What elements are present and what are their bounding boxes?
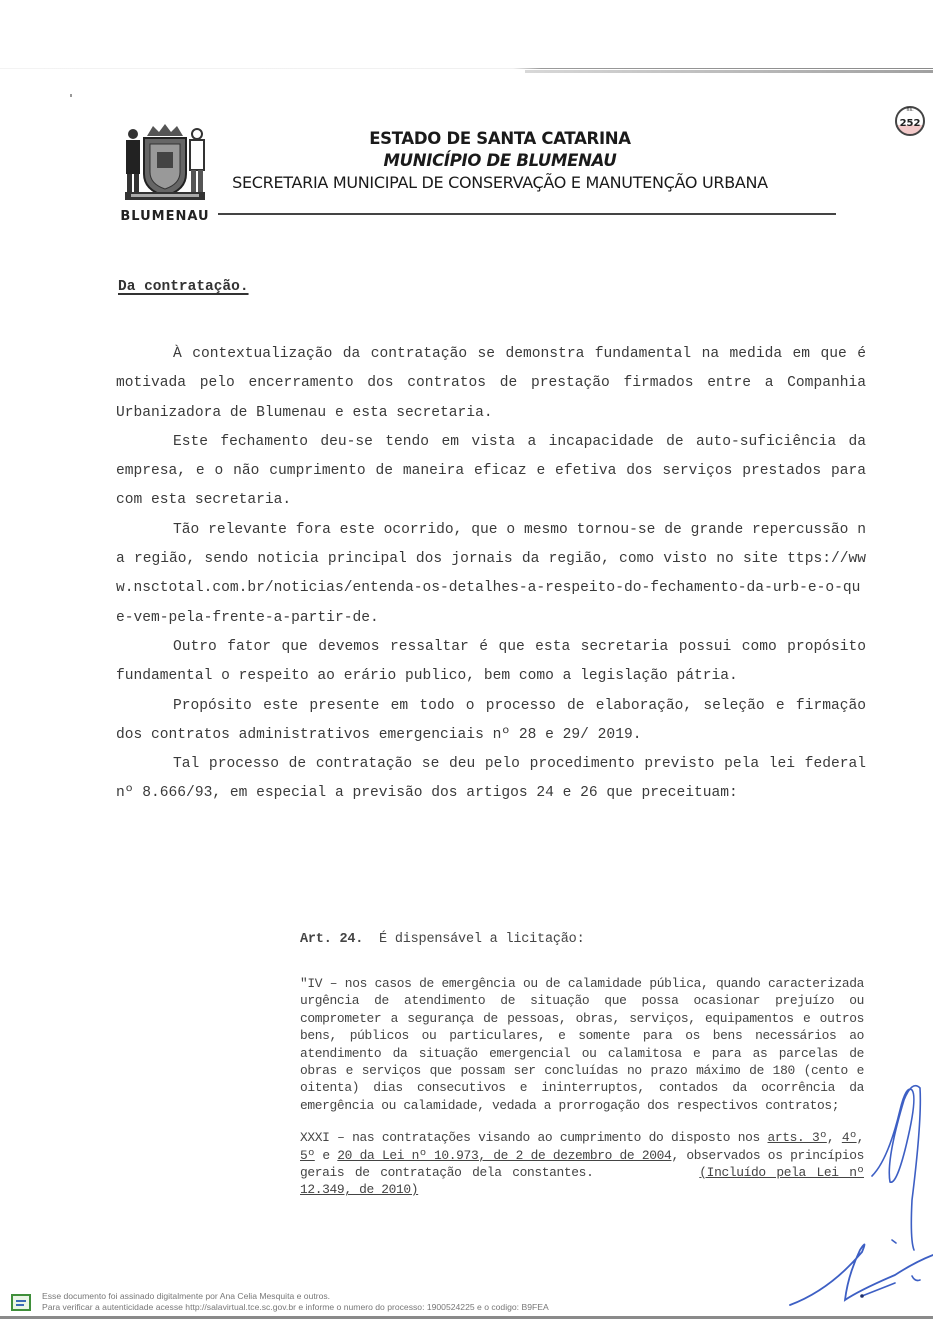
separator: , [826, 1130, 842, 1146]
letterhead [200, 128, 800, 194]
clause-xxxi-middle: , observados os princípios gerais de contratação dela constantes. [300, 1147, 872, 1181]
digital-signature-icon [11, 1294, 31, 1311]
section-title: Da contratação. [118, 279, 249, 295]
scan-speck [70, 94, 72, 97]
paragraph-closure: Este fechamento deu-se tendo em vista a incapacidade de auto-suficiência da empresa, e o não cumprimento de maneira eficaz e efetiva dos serviços prestados para com esta secretaria. [116, 433, 866, 509]
link-arts-3[interactable]: arts. 3º [767, 1130, 827, 1146]
link-art-5[interactable]: 5º [300, 1147, 315, 1163]
article-number: Art. 24. [300, 932, 364, 947]
coat-of-arms-label: BLUMENAU [120, 209, 210, 224]
footer-divider [0, 1316, 933, 1319]
article-heading [300, 932, 864, 947]
paragraph-emergency-contracts: Propósito este presente em todo o processo de elaboração, seleção e firmação dos contratos administrativos emergenciais nº 28 e 29/ 2019. [116, 697, 866, 743]
separator: , [856, 1130, 864, 1146]
clause-xxxi [300, 1129, 872, 1199]
letterhead-state: ESTADO DE SANTA CATARINA [369, 129, 631, 148]
body-text [116, 340, 866, 809]
link-art-4[interactable]: 4º [841, 1130, 857, 1146]
paragraph-contextualization: À contextualização da contratação se demonstra fundamental na medida em que é motivada pelo encerramento dos contratos de prestação firmados entre a Companhia Urbanizadora de Blumenau e esta secretaria. [116, 346, 866, 421]
digital-signature-notice [42, 1291, 549, 1312]
link-law-10973[interactable]: 20 da Lei nº 10.973, de 2 de dezembro de 2004 [337, 1147, 672, 1163]
clause-xxxi-prefix: XXXI – nas contratações visando ao cumprimento do disposto nos [300, 1130, 768, 1146]
coat-of-arms-logo [117, 122, 213, 227]
rubric-dash [862, 1283, 895, 1296]
law-quote-block [300, 932, 872, 1199]
paragraph-legal-basis: Tal processo de contratação se deu pelo procedimento previsto pela lei federal nº 8.666/93, em especial a previsão dos artigos 24 e 26 que preceituam: [116, 756, 866, 802]
article-text: É dispensável a licitação: [379, 932, 585, 947]
page-stamp-number: 252 [899, 118, 921, 129]
rubric-dot [892, 1240, 896, 1243]
page-number-stamp [895, 106, 925, 136]
page-stamp-label: fls. [906, 107, 914, 113]
rubric-mark-upper [872, 1086, 920, 1250]
letterhead-municipality: MUNICÍPIO DE BLUMENAU [383, 151, 617, 170]
link-included-by-law-12349[interactable]: (Incluído pela Lei nº 12.349, de 2010) [300, 1165, 864, 1198]
paragraph-public-treasury: Outro fator que devemos ressaltar é que esta secretaria possui como propósito fundamental o respeito ao erário publico, bem como a legislação pátria. [116, 638, 866, 685]
letterhead-department: SECRETARIA MUNICIPAL DE CONSERVAÇÃO E MANUTENÇÃO URBANA [232, 173, 768, 192]
letterhead-divider [218, 213, 836, 215]
scan-edge-line [0, 68, 933, 69]
rubric-mark-lower [790, 1244, 933, 1305]
paragraph-news-repercussion: Tão relevante fora este ocorrido, que o mesmo tornou-se de grande repercussão na região, sendo noticia principal dos jornais da região, como visto no site ttps://www.nsctotal.com.br/noticias/entenda-os-detalhes-a-respeito-do-fechamento-da-urb-e-o-que-vem-pela-frente-a-partir-de. [116, 521, 866, 626]
rubric-tick [912, 1276, 920, 1281]
scan-edge-shadow [525, 70, 933, 73]
signature-notice-line-2: Para verificar a autenticidade acesse http://salavirtual.tce.sc.gov.br e informe o numero do processo: 1900524225 e o codigo: B9FEA [42, 1301, 549, 1312]
signature-notice-line-1: Esse documento foi assinado digitalmente por Ana Celia Mesquita e outros. [42, 1291, 331, 1301]
clause-iv: "IV – nos casos de emergência ou de calamidade pública, quando caracterizada urgência de atendimento de situação que possa ocasionar prejuízo ou comprometer a segurança de pessoas, obras, serviços, equipamentos e outros bens, públicos ou particulares, e somente para os bens necessários ao atendimento da situação emergencial ou calamitosa e para as parcelas de obras e serviços que possam ser concluídas no prazo máximo de 180 (cento e oitenta) dias consecutivos e ininterruptos, contados da ocorrência da emergência ou calamidade, vedada a prorrogação dos respectivos contratos; [300, 976, 864, 1113]
separator: e [314, 1147, 338, 1163]
coat-of-arms-icon [117, 122, 213, 227]
